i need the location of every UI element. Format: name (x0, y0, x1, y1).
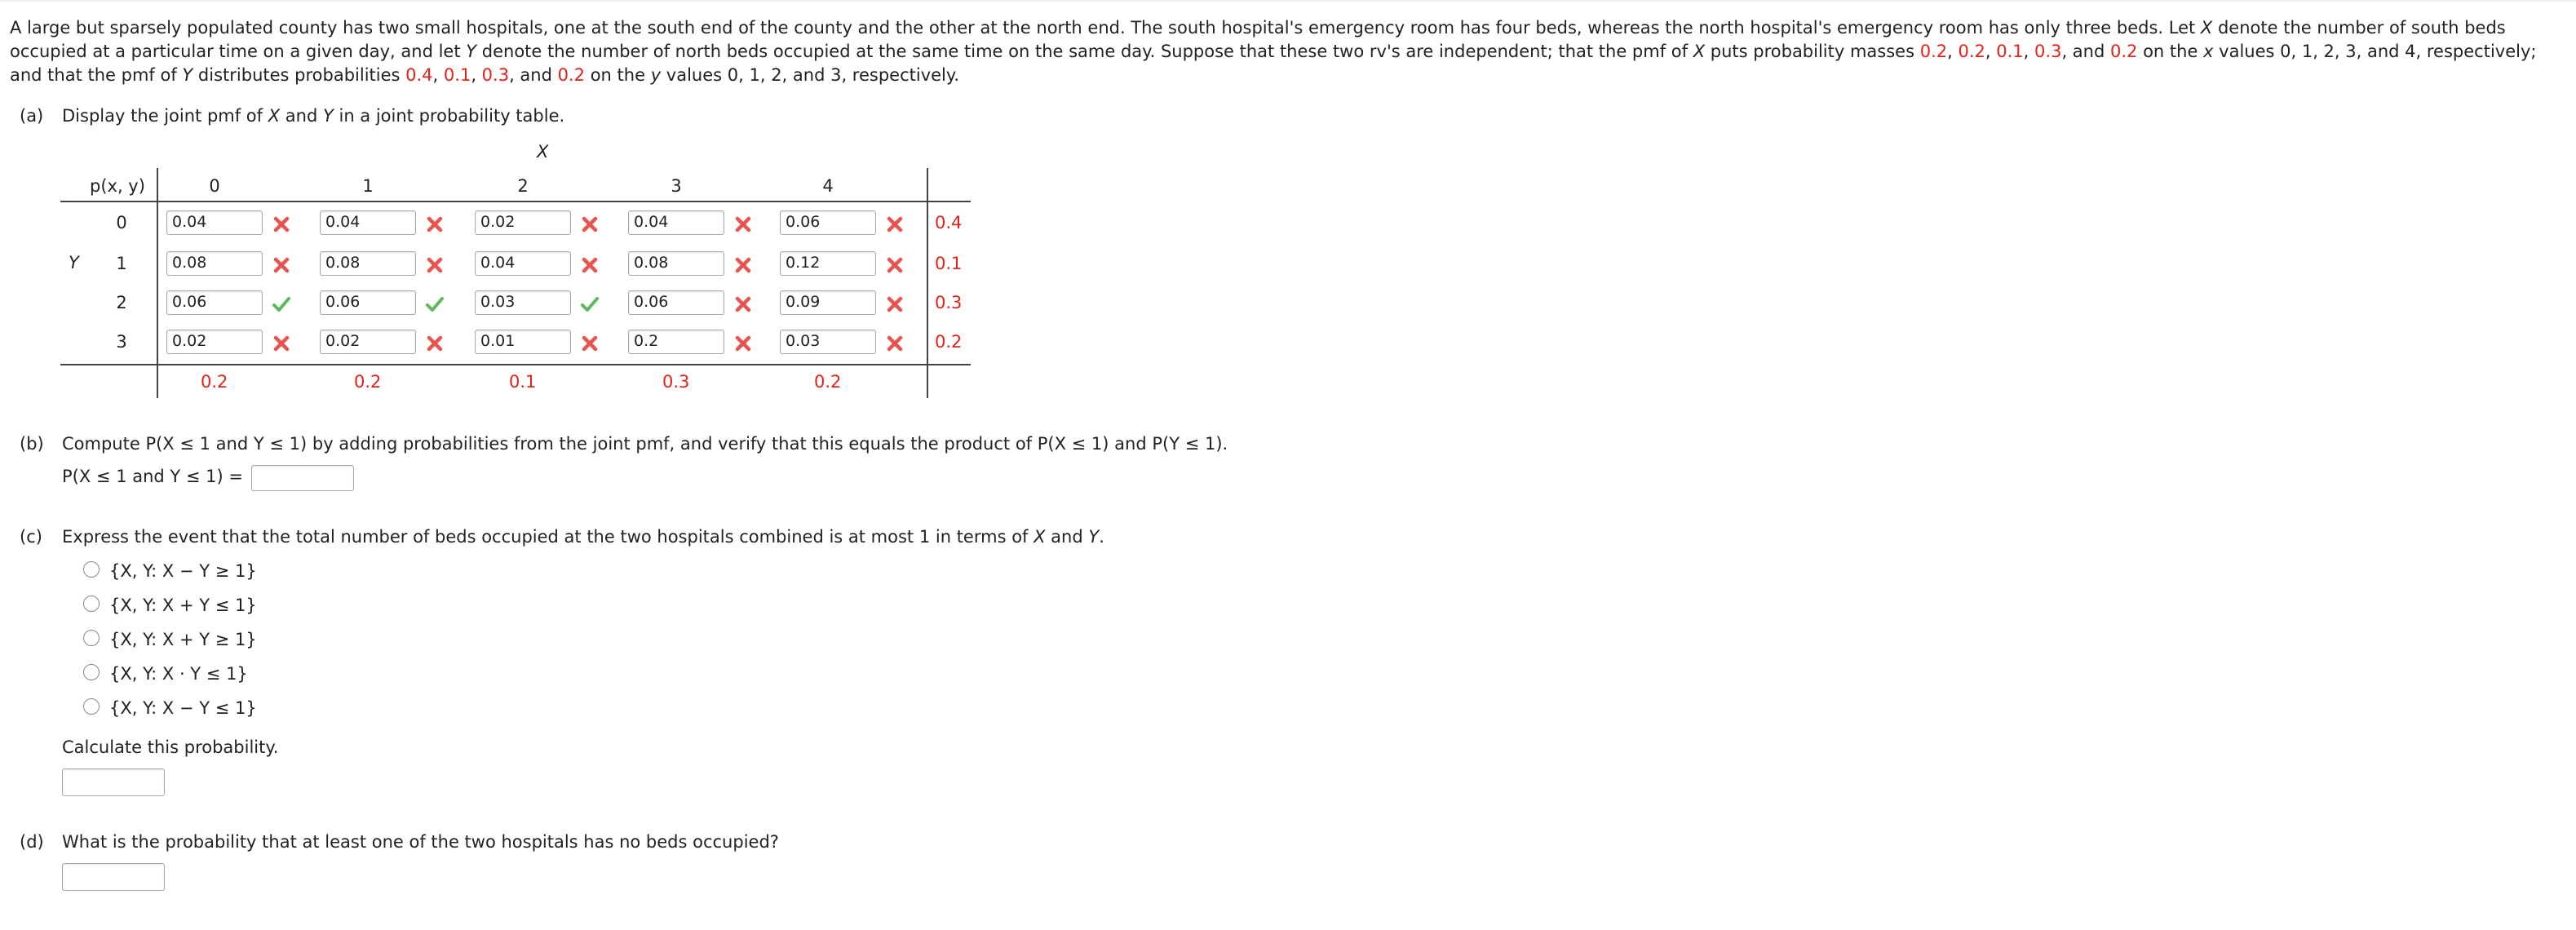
cross-icon (733, 294, 754, 315)
top-divider (0, 0, 2576, 2)
py-value: 0.1 (443, 65, 471, 85)
option-label-1: {X, Y: X − Y ≥ 1} (109, 561, 257, 581)
cross-icon (884, 294, 905, 315)
row-header-y-2: 2 (116, 293, 127, 312)
part-b-prompt: P(X ≤ 1 and Y ≤ 1) = (62, 467, 244, 486)
option-radio-5[interactable] (83, 698, 100, 715)
cross-icon (733, 214, 754, 235)
cross-icon (424, 214, 445, 235)
pmf-cell-input[interactable]: 0.02 (320, 330, 416, 354)
y-axis-header: Y (69, 253, 79, 272)
option-label-4: {X, Y: X · Y ≤ 1} (109, 664, 248, 684)
pmf-cell-input[interactable]: 0.12 (780, 251, 876, 276)
table-header-divider (60, 201, 971, 202)
part-a-question: Display the joint pmf of X and Y in a joint probability table. (62, 106, 565, 126)
cross-icon (271, 214, 292, 235)
row-marginal-py: 0.2 (935, 332, 963, 352)
pmf-cell-input[interactable]: 0.02 (475, 210, 571, 235)
part-b-question: Compute P(X ≤ 1 and Y ≤ 1) by adding probabilities from the joint pmf, and verify that this equals the product of P(X ≤ 1) and P(Y ≤ 1). (62, 434, 1228, 454)
pmf-cell-input[interactable]: 0.01 (475, 330, 571, 354)
column-header-x-2: 2 (517, 176, 529, 196)
pmf-cell-input[interactable]: 0.04 (166, 210, 263, 235)
px-value: 0.1 (1996, 42, 2024, 61)
row-marginal-py: 0.1 (935, 254, 963, 273)
cross-icon (579, 333, 600, 354)
pmf-cell-input[interactable]: 0.04 (628, 210, 724, 235)
pmf-cell-input[interactable]: 0.04 (475, 251, 571, 276)
column-marginal-px: 0.1 (509, 372, 537, 392)
column-header-x-4: 4 (822, 176, 834, 196)
cross-icon (424, 255, 445, 276)
pmf-cell-input[interactable]: 0.04 (320, 210, 416, 235)
calc-probability-label: Calculate this probability. (62, 737, 279, 757)
row-header-y-3: 3 (116, 332, 127, 352)
pmf-cell-input[interactable]: 0.2 (628, 330, 724, 354)
part-c-answer-input[interactable] (62, 768, 165, 796)
part-d-answer-input[interactable] (62, 863, 165, 891)
cross-icon (884, 333, 905, 354)
row-header-y-0: 0 (116, 213, 127, 232)
row-marginal-py: 0.4 (935, 213, 963, 232)
option-radio-2[interactable] (83, 596, 100, 612)
row-marginal-py: 0.3 (935, 293, 963, 312)
column-marginal-px: 0.2 (201, 372, 228, 392)
table-corner-label: p(x, y) (90, 176, 145, 196)
option-radio-1[interactable] (83, 561, 100, 578)
px-value: 0.2 (1919, 42, 1948, 61)
cross-icon (733, 255, 754, 276)
cross-icon (271, 255, 292, 276)
column-marginal-px: 0.2 (354, 372, 382, 392)
part-d-question: What is the probability that at least one of the two hospitals has no beds occupied? (62, 832, 779, 852)
column-header-x-0: 0 (209, 176, 220, 196)
px-value: 0.2 (2109, 42, 2138, 61)
pmf-cell-input[interactable]: 0.06 (320, 290, 416, 315)
cross-icon (884, 255, 905, 276)
pmf-cell-input[interactable]: 0.09 (780, 290, 876, 315)
column-header-x-3: 3 (671, 176, 682, 196)
cross-icon (884, 214, 905, 235)
table-bottom-divider (60, 364, 971, 365)
cross-icon (579, 255, 600, 276)
option-radio-4[interactable] (83, 664, 100, 680)
problem-intro: A large but sparsely populated county has two small hospitals, one at the south end of the county and the other at the north end. The south hospital's emergency room has four beds, whereas the north hospital's emergency room has only three beds. Let X denote the number of south beds occupied at a particular time on a given day, and let Y denote the number of north beds occupied at the same time on the same day. Suppose that these two rv's are independent; that the pmf of X puts probability masses 0.2, 0.2, 0.1, 0.3, and 0.2 on the x values 0, 1, 2, 3, and 4, respectively; and that the pmf of Y distributes probabilities 0.4, 0.1, 0.3, and 0.2 on the y values 0, 1, 2, and 3, respectively. (10, 18, 2537, 85)
part-b-answer-input[interactable] (251, 465, 354, 491)
py-value: 0.4 (405, 65, 433, 85)
pmf-cell-input[interactable]: 0.08 (628, 251, 724, 276)
pmf-cell-input[interactable]: 0.03 (780, 330, 876, 354)
column-header-x-1: 1 (362, 176, 374, 196)
pmf-cell-input[interactable]: 0.06 (780, 210, 876, 235)
pmf-cell-input[interactable]: 0.06 (166, 290, 263, 315)
column-marginal-px: 0.2 (814, 372, 842, 392)
option-radio-3[interactable] (83, 630, 100, 646)
pmf-cell-input[interactable]: 0.06 (628, 290, 724, 315)
option-label-5: {X, Y: X − Y ≤ 1} (109, 698, 257, 718)
check-icon (579, 294, 600, 315)
row-header-y-1: 1 (116, 254, 127, 273)
part-c-question: Express the event that the total number of beds occupied at the two hospitals combined is at most 1 in terms of X and Y. (62, 527, 1104, 547)
cross-icon (424, 333, 445, 354)
cross-icon (579, 214, 600, 235)
pmf-cell-input[interactable]: 0.08 (166, 251, 263, 276)
check-icon (271, 294, 292, 315)
px-value: 0.2 (1958, 42, 1985, 61)
pmf-cell-input[interactable]: 0.02 (166, 330, 263, 354)
part-c-label: (c) (20, 527, 42, 547)
part-a-label: (a) (20, 106, 44, 126)
part-b-label: (b) (20, 434, 44, 454)
option-label-3: {X, Y: X + Y ≥ 1} (109, 630, 257, 649)
column-marginal-px: 0.3 (662, 372, 690, 392)
py-value: 0.3 (481, 65, 510, 85)
cross-icon (271, 333, 292, 354)
py-value: 0.2 (557, 65, 586, 85)
check-icon (424, 294, 445, 315)
cross-icon (733, 333, 754, 354)
pmf-cell-input[interactable]: 0.08 (320, 251, 416, 276)
pmf-cell-input[interactable]: 0.03 (475, 290, 571, 315)
option-label-2: {X, Y: X + Y ≤ 1} (109, 596, 257, 615)
x-axis-header: X (537, 142, 549, 162)
part-d-label: (d) (20, 832, 44, 852)
px-value: 0.3 (2034, 42, 2062, 61)
